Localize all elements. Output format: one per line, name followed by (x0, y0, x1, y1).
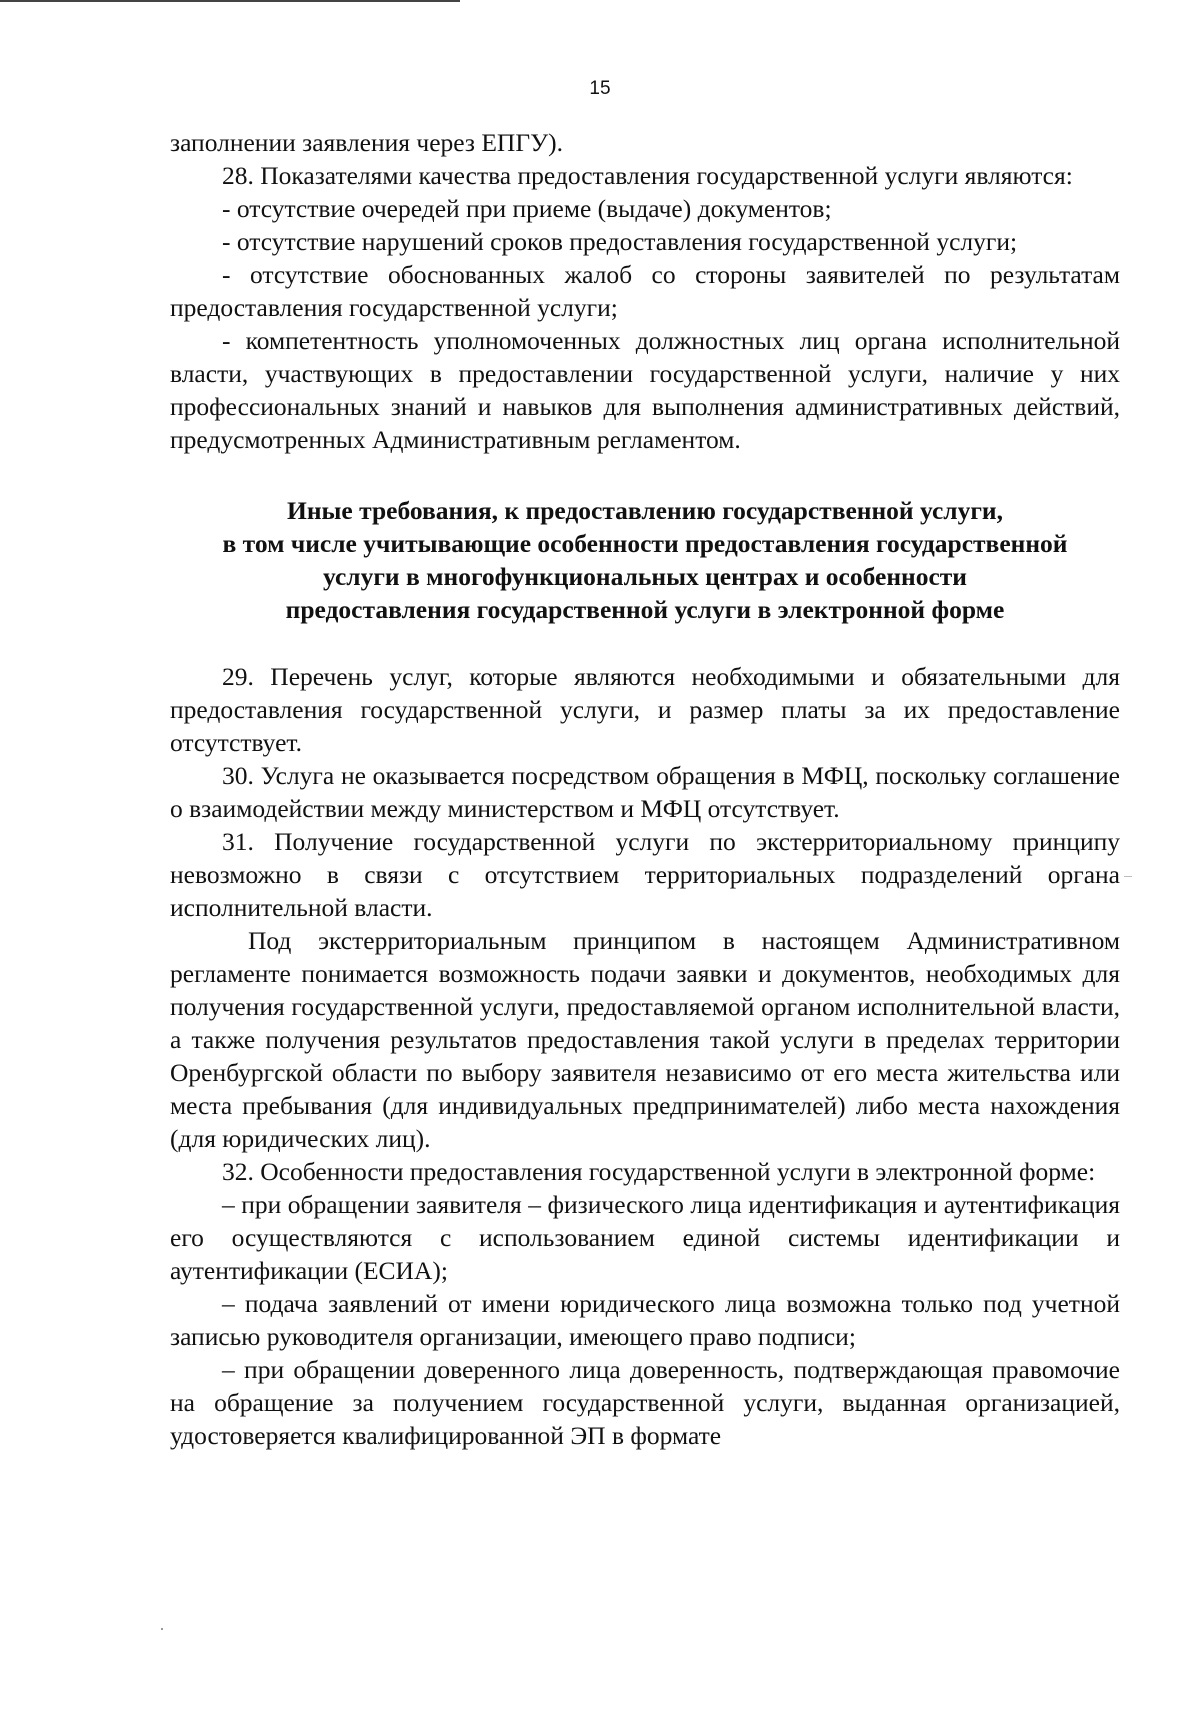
paragraph-31: 31. Получение государственной услуги по экстерриториальному принципу невозможно в связи с отсутствием территориальных подразделений органа исполнительной власти. (170, 827, 1120, 922)
document-body (170, 126, 1120, 1452)
section-heading-line: предоставления государственной услуги в электронной форме (285, 595, 1005, 624)
paragraph-28: 28. Показателями качества предоставления государственной услуги являются: (222, 161, 1073, 190)
section-heading-line: услуги в многофункциональных центрах и особенности (323, 562, 967, 591)
list-item-legal-entity-account: – подача заявлений от имени юридического лица возможна только под учетной записью руководителя организации, имеющего право подписи; (170, 1289, 1120, 1351)
paragraph-29: 29. Перечень услуг, которые являются необходимыми и обязательными для предоставления государственной услуги, и размер платы за их предоставление отсутствует. (170, 662, 1120, 757)
paragraph-32: 32. Особенности предоставления государственной услуги в электронной форме: (222, 1157, 1096, 1186)
list-item-power-of-attorney: – при обращении доверенного лица доверенность, подтверждающая правомочие на обращение за получением государственной услуги, выданная организацией, удостоверяется квалифицированной ЭП в формате (170, 1355, 1120, 1450)
paragraph-extraterritorial-definition: Под экстерриториальным принципом в настоящем Административном регламенте понимается возможность подачи заявки и документов, необходимых для получения государственной услуги, предоставляемой органом исполнительной власти, а также получения результатов предоставления такой услуги в пределах территории Оренбургской области по выбору заявителя независимо от его места жительства или места пребывания (для индивидуальных предпринимателей) либо места нахождения (для юридических лиц). (170, 926, 1120, 1153)
scan-mark (1124, 876, 1132, 877)
scan-mark (161, 1628, 163, 1630)
paragraph-30: 30. Услуга не оказывается посредством обращения в МФЦ, поскольку соглашение о взаимодействии между министерством и МФЦ отсутствует. (170, 761, 1120, 823)
section-heading-line: Иные требования, к предоставлению государственной услуги, (286, 496, 1003, 525)
list-item-no-deadline-violations: - отсутствие нарушений сроков предоставления государственной услуги; (222, 227, 1018, 256)
section-heading-line: в том числе учитывающие особенности предоставления государственной (222, 529, 1068, 558)
scan-top-rule (0, 0, 460, 2)
page-number: 15 (589, 78, 611, 99)
list-item-no-queues: - отсутствие очередей при приеме (выдаче) документов; (222, 194, 832, 223)
list-item-no-complaints: - отсутствие обоснованных жалоб со стороны заявителей по результатам предоставления государственной услуги; (170, 260, 1120, 322)
paragraph-continuation: заполнении заявления через ЕПГУ). (170, 128, 564, 157)
list-item-esia-authentication: – при обращении заявителя – физического лица идентификация и аутентификация его осуществляются с использованием единой системы идентификации и аутентификации (ЕСИА); (170, 1190, 1120, 1285)
section-heading (170, 494, 1120, 626)
list-item-competence: - компетентность уполномоченных должностных лиц органа исполнительной власти, участвующих в предоставлении государственной услуги, наличие у них профессиональных знаний и навыков для выполнения административных действий, предусмотренных Административным регламентом. (170, 326, 1120, 454)
